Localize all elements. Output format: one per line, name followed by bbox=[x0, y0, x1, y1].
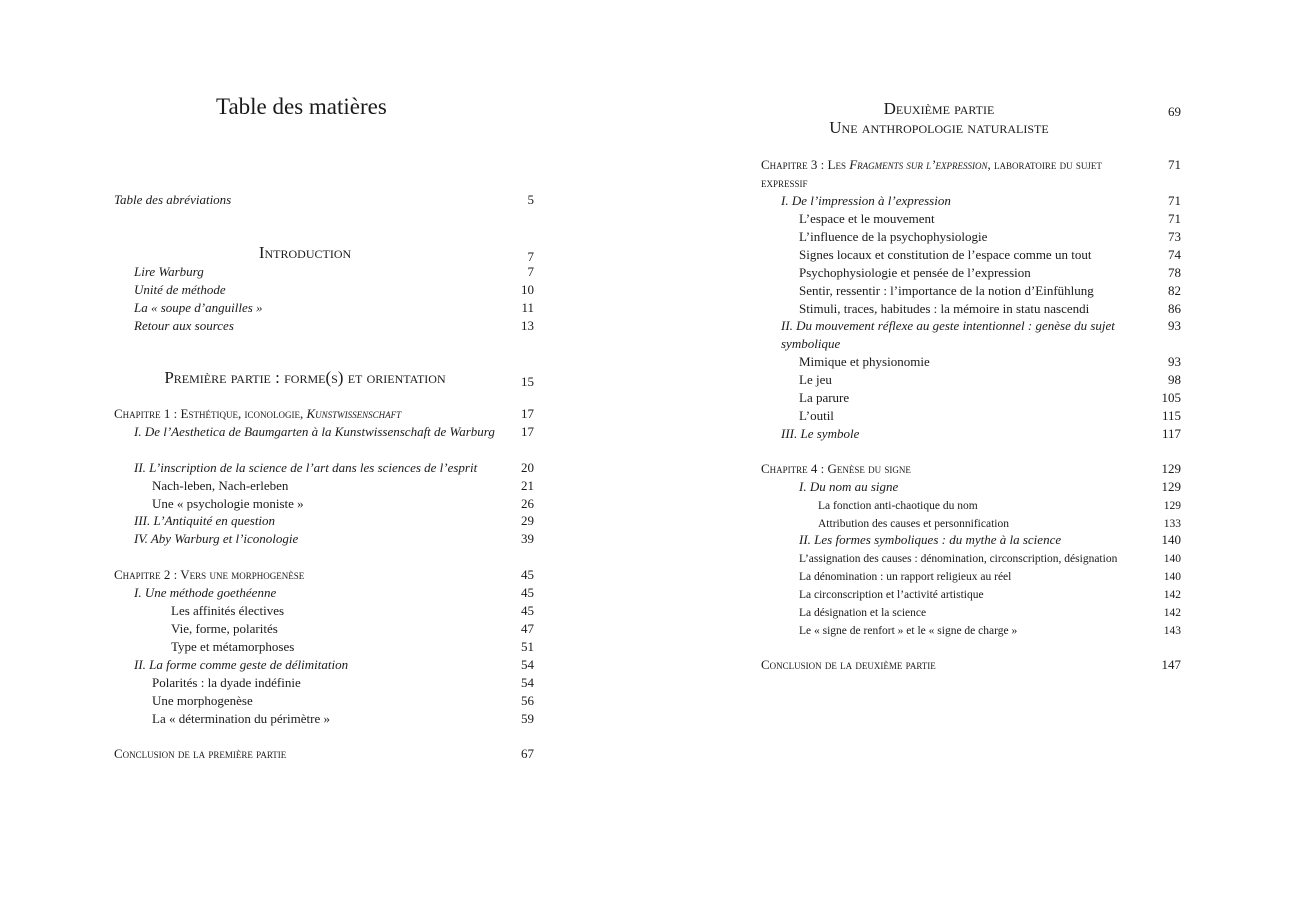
toc-entry[interactable]: Type et métamorphoses 51 bbox=[171, 639, 534, 654]
toc-entry[interactable]: Mimique et physionomie 93 bbox=[799, 354, 1181, 369]
toc-entry-chapter-1[interactable]: Chapitre 1 : Esthétique, iconologie, Kunstwissenschaft 17 bbox=[114, 406, 534, 421]
toc-entry[interactable]: Nach-leben, Nach-erleben 21 bbox=[152, 478, 534, 493]
toc-entry[interactable]: La dénomination : un rapport religieux au réel 140 bbox=[799, 571, 1181, 583]
toc-entry[interactable]: Signes locaux et constitution de l’espace comme un tout 74 bbox=[799, 247, 1181, 262]
toc-entry[interactable]: I. Du nom au signe 129 bbox=[799, 479, 1181, 494]
toc-entry-part-2[interactable]: Deuxième partie Une anthropologie naturaliste 69 bbox=[829, 99, 1181, 137]
toc-entry[interactable]: L’espace et le mouvement 71 bbox=[799, 211, 1181, 226]
toc-entry[interactable]: I. De l’Aesthetica de Baumgarten à la Kunstwissenschaft de Warburg 17 bbox=[134, 424, 534, 439]
toc-entry-introduction[interactable]: Introduction 7 bbox=[258, 243, 534, 264]
toc-entry[interactable]: II. Les formes symboliques : du mythe à la science 140 bbox=[799, 532, 1181, 547]
toc-entry-abbreviations[interactable]: Table des abréviations 5 bbox=[114, 192, 534, 207]
toc-entry[interactable]: Une « psychologie moniste » 26 bbox=[152, 496, 534, 511]
toc-entry-conclusion-1[interactable]: Conclusion de la première partie 67 bbox=[114, 746, 534, 761]
toc-entry[interactable]: I. De l’impression à l’expression 71 bbox=[781, 193, 1181, 208]
toc-entry[interactable]: La fonction anti-chaotique du nom 129 bbox=[818, 500, 1181, 512]
toc-entry[interactable]: L’influence de la psychophysiologie 73 bbox=[799, 229, 1181, 244]
toc-entry[interactable]: La parure 105 bbox=[799, 390, 1181, 405]
toc-entry[interactable]: Les affinités électives 45 bbox=[171, 603, 534, 618]
toc-entry[interactable]: Une morphogenèse 56 bbox=[152, 693, 534, 708]
toc-entry[interactable]: Psychophysiologie et pensée de l’expression 78 bbox=[799, 265, 1181, 280]
left-page bbox=[114, 0, 534, 913]
toc-entry[interactable]: Polarités : la dyade indéfinie 54 bbox=[152, 675, 534, 690]
toc-entry[interactable]: Attribution des causes et personnification 133 bbox=[818, 518, 1181, 530]
toc-entry[interactable]: Sentir, ressentir : l’importance de la notion d’Einfühlung 82 bbox=[799, 283, 1181, 298]
toc-entry-chapter-2[interactable]: Chapitre 2 : Vers une morphogenèse 45 bbox=[114, 567, 534, 582]
right-page bbox=[761, 0, 1181, 913]
toc-entry[interactable]: II. L’inscription de la science de l’art dans les sciences de l’esprit 20 bbox=[134, 460, 534, 475]
toc-entry[interactable]: I. Une méthode goethéenne 45 bbox=[134, 585, 534, 600]
toc-entry[interactable]: II. La forme comme geste de délimitation 54 bbox=[134, 657, 534, 672]
toc-entry[interactable]: Lire Warburg 7 bbox=[134, 264, 534, 279]
toc-entry[interactable]: III. L’Antiquité en question 29 bbox=[134, 513, 534, 528]
toc-entry[interactable]: III. Le symbole 117 bbox=[781, 426, 1181, 441]
toc-entry[interactable]: Stimuli, traces, habitudes : la mémoire in statu nascendi 86 bbox=[799, 301, 1181, 316]
toc-entry[interactable]: IV. Aby Warburg et l’iconologie 39 bbox=[134, 531, 534, 546]
toc-entry[interactable]: Retour aux sources 13 bbox=[134, 318, 534, 333]
toc-entry[interactable]: II. Du mouvement réflexe au geste intentionnel : genèse du sujet symbolique 93 bbox=[781, 318, 1181, 351]
toc-entry[interactable]: L’outil 115 bbox=[799, 408, 1181, 423]
toc-entry[interactable]: Le jeu 98 bbox=[799, 372, 1181, 387]
toc-entry[interactable]: La désignation et la science 142 bbox=[799, 607, 1181, 619]
toc-title: Table des matières bbox=[216, 94, 387, 119]
toc-entry[interactable]: Vie, forme, polarités 47 bbox=[171, 621, 534, 636]
toc-entry-conclusion-2[interactable]: Conclusion de la deuxième partie 147 bbox=[761, 657, 1181, 672]
toc-entry[interactable]: La circonscription et l’activité artistique 142 bbox=[799, 589, 1181, 601]
toc-entry[interactable]: Unité de méthode 10 bbox=[134, 282, 534, 297]
toc-entry[interactable]: Le « signe de renfort » et le « signe de charge » 143 bbox=[799, 625, 1181, 637]
toc-entry[interactable]: L’assignation des causes : dénomination, circonscription, désignation 140 bbox=[799, 553, 1181, 565]
toc-entry[interactable]: La « détermination du périmètre » 59 bbox=[152, 711, 534, 726]
toc-entry-chapter-3[interactable]: Chapitre 3 : Les Fragments sur l’expression, laboratoire du sujet expressif 71 bbox=[761, 157, 1181, 190]
toc-entry[interactable]: La « soupe d’anguilles » 11 bbox=[134, 300, 534, 315]
toc-entry-chapter-4[interactable]: Chapitre 4 : Genèse du signe 129 bbox=[761, 461, 1181, 476]
toc-entry-part-1[interactable]: Première partie : forme(s) et orientation 15 bbox=[164, 368, 534, 389]
